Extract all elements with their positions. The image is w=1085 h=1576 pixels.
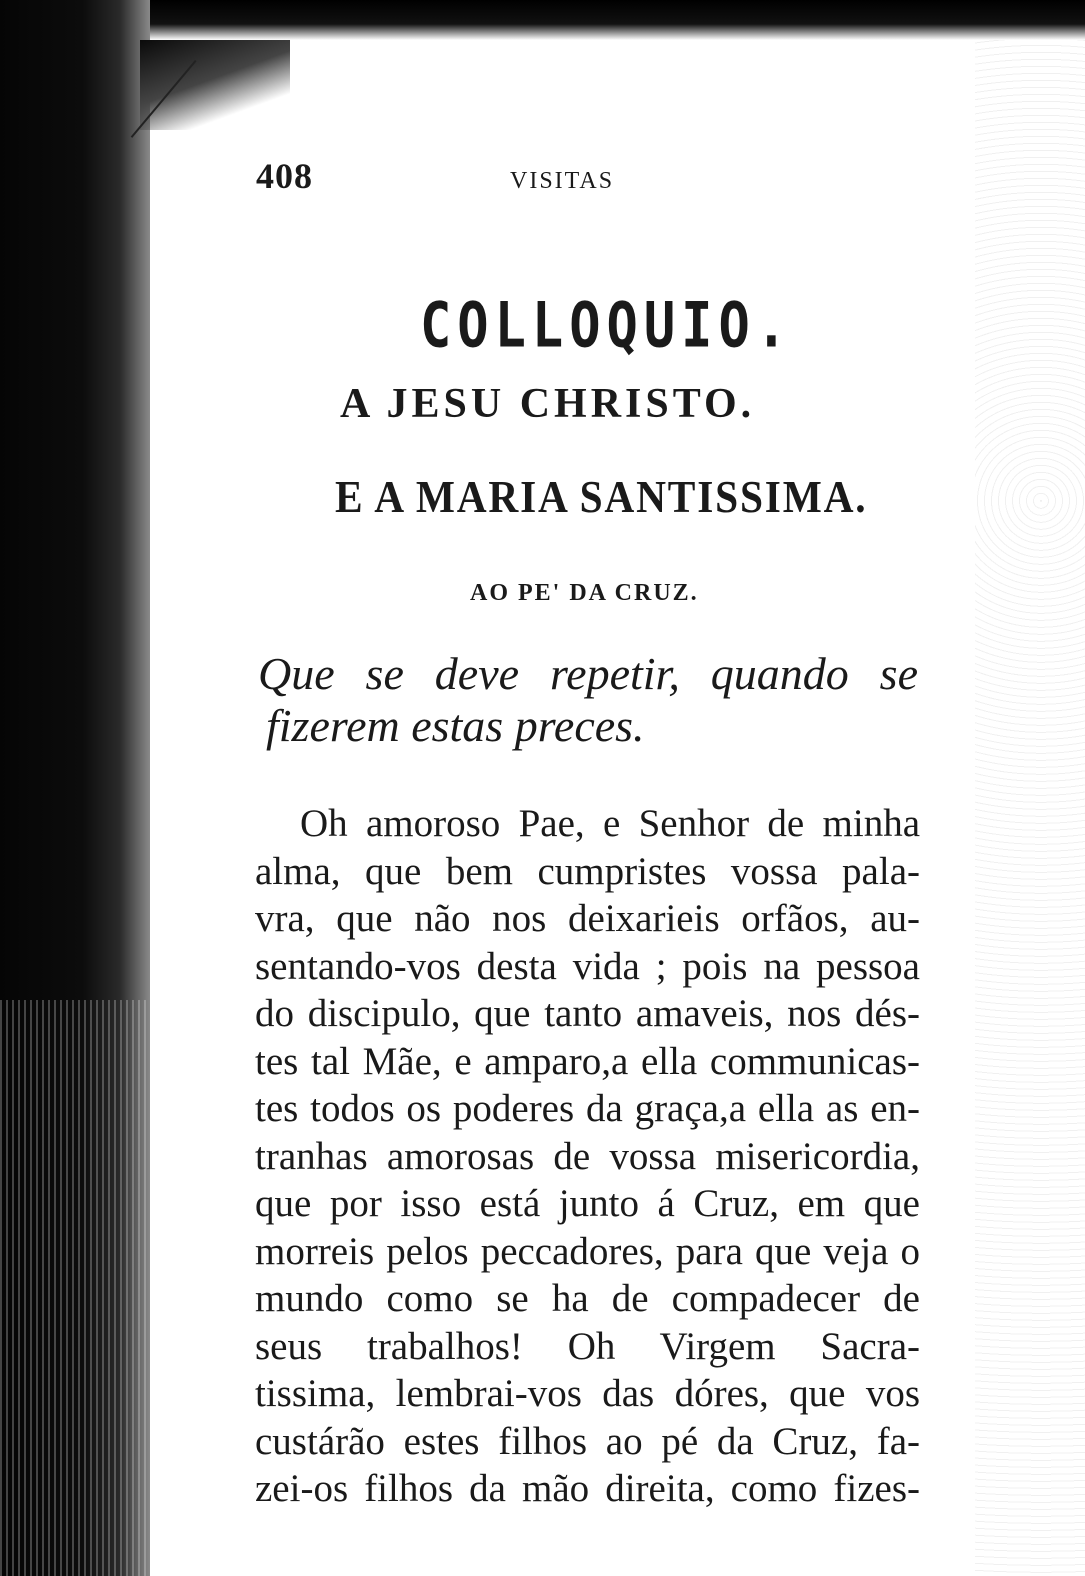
prayer-body	[255, 800, 920, 1513]
running-head: VISITAS	[510, 168, 615, 194]
chapter-subtitle-maria: E A MARIA SANTISSIMA.	[335, 471, 868, 522]
body-line: mundo como se ha de compadecer de	[255, 1277, 920, 1320]
body-line: tranhas amorosas de vossa misericordia,	[255, 1134, 920, 1178]
body-line: tissima, lembrai-vos das dóres, que vos	[255, 1372, 920, 1415]
body-line: sentando-vos desta vida ; pois na pessoa	[255, 944, 920, 988]
body-line: Oh amoroso Pae, e Senhor de minha	[300, 802, 920, 845]
body-line: morreis pelos peccadores, para que veja o	[255, 1229, 920, 1273]
body-line: tes todos os poderes da graça,a ella as en-	[255, 1087, 920, 1130]
body-line: zei-os filhos da mão direita, como fizes-	[255, 1467, 920, 1510]
chapter-subtitle-jesus: A JESU CHRISTO.	[340, 381, 756, 427]
body-line: vra, que não nos deixarieis orfãos, au-	[255, 897, 920, 940]
body-line: tes tal Mãe, e amparo,a ella communicas-	[255, 1039, 920, 1083]
rubric-instruction	[258, 648, 918, 752]
page-number: 408	[256, 156, 313, 196]
chapter-subtitle-cross: AO PE' DA CRUZ.	[470, 580, 699, 606]
body-line: que por isso está junto á Cruz, em que	[255, 1182, 920, 1225]
chapter-title: COLLOQUIO.	[420, 290, 794, 362]
body-line: seus trabalhos! Oh Virgem Sacra-	[255, 1324, 920, 1368]
body-line: alma, que bem cumpristes vossa pala-	[255, 849, 920, 893]
body-line: do discipulo, que tanto amaveis, nos dés-	[255, 992, 920, 1035]
rubric-line: Que se deve repetir, quando se	[258, 648, 918, 699]
body-line: custárão estes filhos ao pé da Cruz, fa-	[255, 1419, 920, 1463]
rubric-line: fizerem estas preces.	[266, 700, 645, 751]
